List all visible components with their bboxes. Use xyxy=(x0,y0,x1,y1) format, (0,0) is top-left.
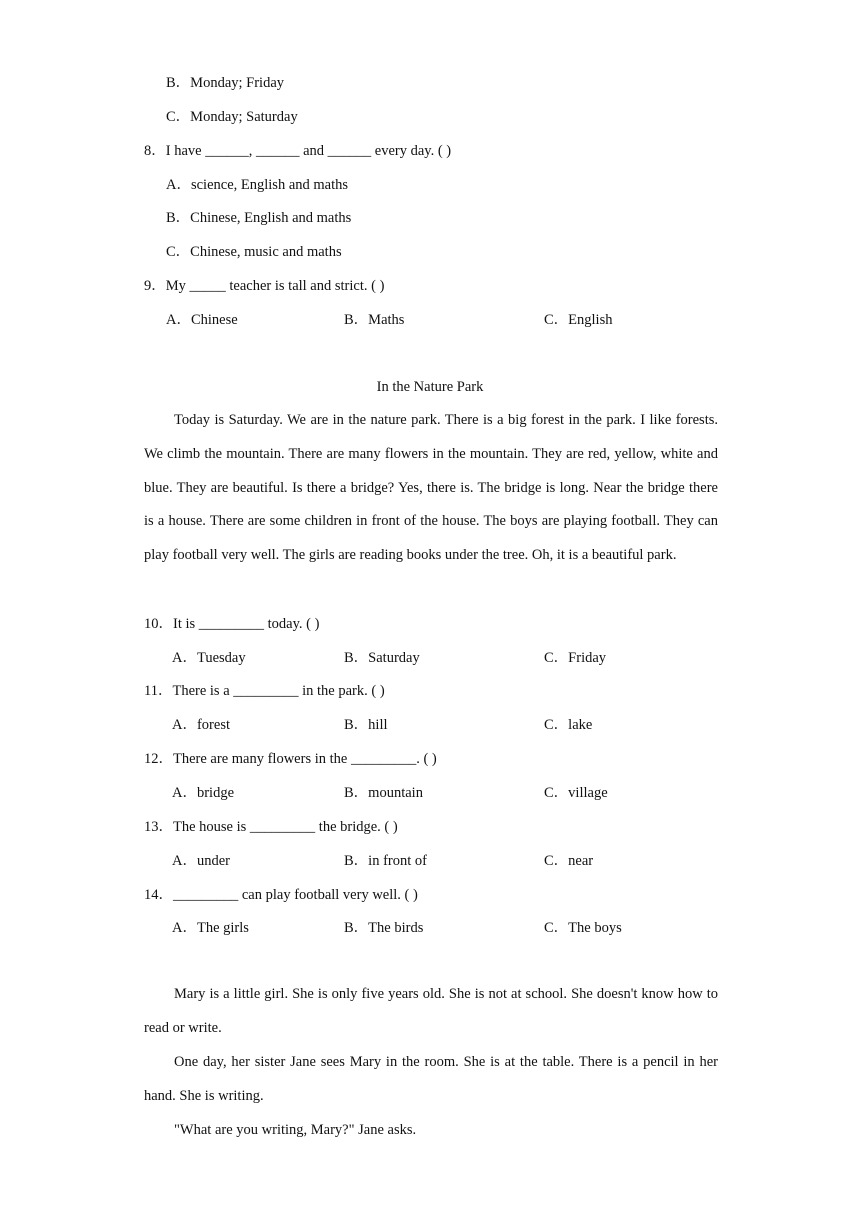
q11-option-a: A．forest xyxy=(172,717,230,733)
passage2-paragraph-3: "What are you writing, Mary?" Jane asks. xyxy=(174,1122,417,1138)
q14-option-a: A．The girls xyxy=(172,920,249,936)
passage-title: In the Nature Park xyxy=(376,379,484,395)
passage2-paragraph-1: Mary is a little girl. She is only five years old. She is not at school. She doesn't know how to read or write. xyxy=(144,986,718,1036)
q12-option-a: A．bridge xyxy=(172,785,235,801)
q13-option-c: C．near xyxy=(544,853,594,869)
q11-option-b: B．hill xyxy=(344,717,388,733)
q10-option-a: A．Tuesday xyxy=(172,650,246,666)
q8-question: 8．I have ______, ______ and ______ every day. ( ) xyxy=(144,143,452,159)
passage-text: Today is Saturday. We are in the nature park. There is a big forest in the park. I like forests. We climb the mountain. There are many flowers in the mountain. They are red, yellow, white and blue. They are beautiful. Is there a bridge? Yes, there is. The bridge is long. Near the bridge there is a house. There are some children in front of the house. The boys are playing football. They can play football very well. The girls are reading books under the tree. Oh, it is a beautiful park. xyxy=(144,412,718,564)
q8-option-a: A．science, English and maths xyxy=(166,177,349,193)
q10-question: 10．It is _________ today. ( ) xyxy=(144,616,320,632)
q11-option-c: C．lake xyxy=(544,717,593,733)
q8-option-c: C．Chinese, music and maths xyxy=(166,244,342,260)
q14-option-b: B．The birds xyxy=(344,920,424,936)
q13-option-b: B．in front of xyxy=(344,853,427,869)
q9-question: 9．My _____ teacher is tall and strict. ( ) xyxy=(144,278,385,294)
q9-option-a: A．Chinese xyxy=(166,312,238,328)
passage2-paragraph-2: One day, her sister Jane sees Mary in the room. She is at the table. There is a pencil in her hand. She is writing. xyxy=(144,1054,718,1104)
q13-option-a: A．under xyxy=(172,853,230,869)
q14-question: 14．_________ can play football very well. ( ) xyxy=(144,887,418,903)
q12-option-c: C．village xyxy=(544,785,608,801)
q11-question: 11．There is a _________ in the park. ( ) xyxy=(144,683,385,699)
q9-option-c: C．English xyxy=(544,312,613,328)
q8-option-b: B．Chinese, English and maths xyxy=(166,210,352,226)
q14-option-c: C．The boys xyxy=(544,920,622,936)
q7-option-b: B．Monday; Friday xyxy=(166,75,285,91)
q10-option-b: B．Saturday xyxy=(344,650,420,666)
q7-option-c: C．Monday; Saturday xyxy=(166,109,298,125)
q12-option-b: B．mountain xyxy=(344,785,423,801)
q10-option-c: C．Friday xyxy=(544,650,607,666)
q12-question: 12．There are many flowers in the _________. ( ) xyxy=(144,751,437,767)
q13-question: 13．The house is _________ the bridge. ( ) xyxy=(144,819,398,835)
q9-option-b: B．Maths xyxy=(344,312,405,328)
